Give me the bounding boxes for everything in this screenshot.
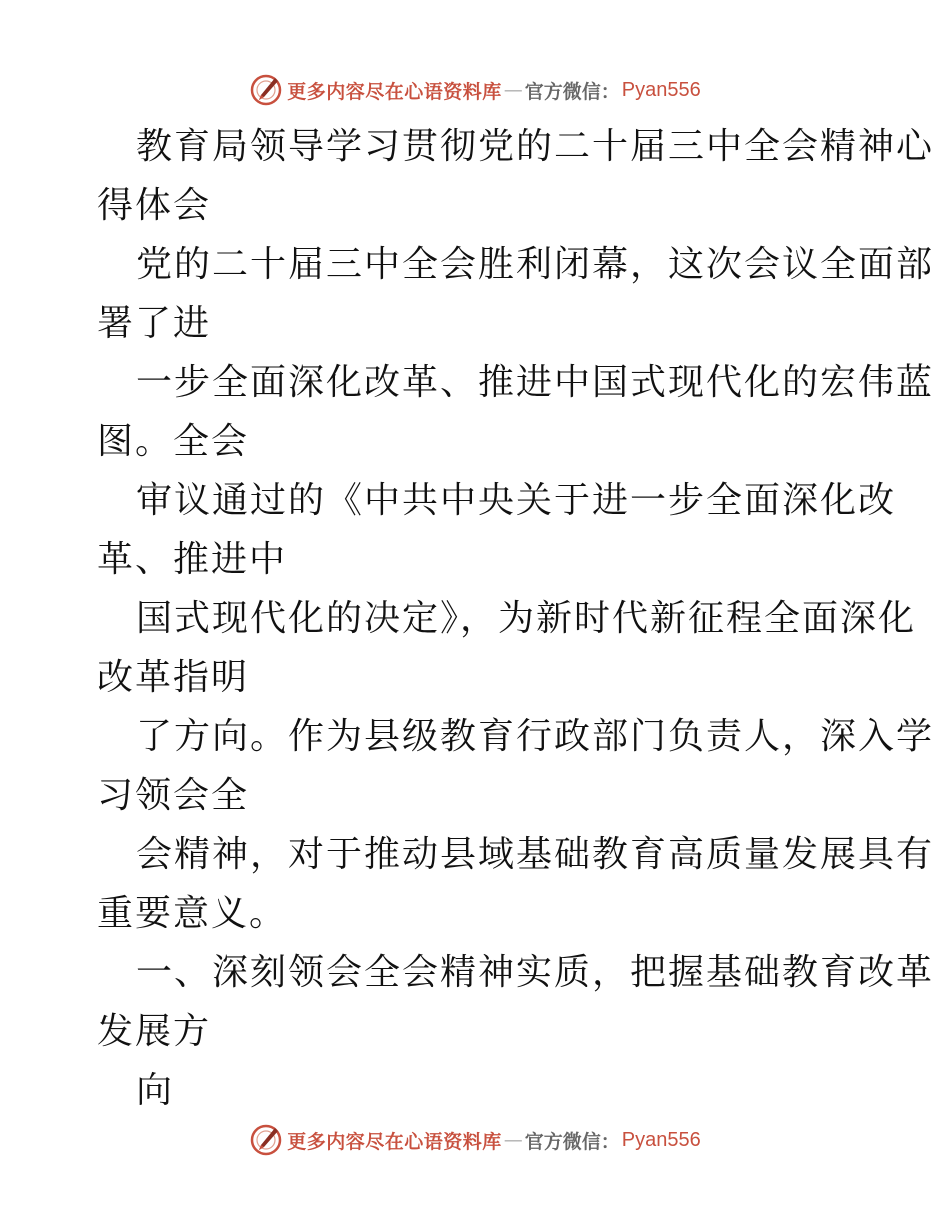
quill-pen-logo-icon — [249, 1123, 283, 1157]
paragraph-line: 图。全会 — [97, 421, 250, 462]
title-line-1: 教育局领导学习贯彻党的二十届三中全会精神心 — [136, 126, 935, 167]
paragraph-line: 署了进 — [97, 303, 212, 344]
banner-wechat-label: 官方微信： — [524, 1130, 620, 1153]
footer-banner — [0, 1120, 950, 1160]
banner-wechat-label: 官方微信： — [524, 80, 620, 103]
paragraph-line: 会精神，对于推动县域基础教育高质量发展具有 — [136, 834, 935, 875]
header-banner — [0, 70, 950, 110]
banner-separator: — — [503, 79, 523, 101]
paragraph-line: 国式现代化的决定》，为新时代新征程全面深化 — [136, 598, 917, 639]
paragraph-line: 党的二十届三中全会胜利闭幕，这次会议全面部 — [136, 244, 935, 285]
section-heading-line: 发展方 — [97, 1011, 212, 1052]
paragraph-line: 改革指明 — [97, 657, 250, 698]
paragraph-line: 重要意义。 — [97, 893, 288, 934]
section-heading-line: 向 — [136, 1070, 175, 1111]
document-body — [97, 117, 935, 1120]
paragraph-line: 习领会全 — [97, 775, 250, 816]
title-line-2: 得体会 — [97, 185, 212, 226]
banner-site-text: 更多内容尽在心语资料库 — [287, 80, 502, 103]
banner-separator: — — [503, 1129, 523, 1151]
banner-wechat-id: Pyan556 — [621, 78, 701, 101]
banner-wechat-id: Pyan556 — [621, 1128, 701, 1151]
section-heading-line: 一、深刻领会全会精神实质，把握基础教育改革 — [136, 952, 935, 993]
paragraph-line: 审议通过的《中共中央关于进一步全面深化改 — [136, 480, 897, 521]
banner-site-text: 更多内容尽在心语资料库 — [287, 1130, 502, 1153]
quill-pen-logo-icon — [249, 73, 283, 107]
paragraph-line: 革、推进中 — [97, 539, 288, 580]
paragraph-line: 了方向。作为县级教育行政部门负责人，深入学 — [136, 716, 935, 757]
paragraph-line: 一步全面深化改革、推进中国式现代化的宏伟蓝 — [136, 362, 935, 403]
